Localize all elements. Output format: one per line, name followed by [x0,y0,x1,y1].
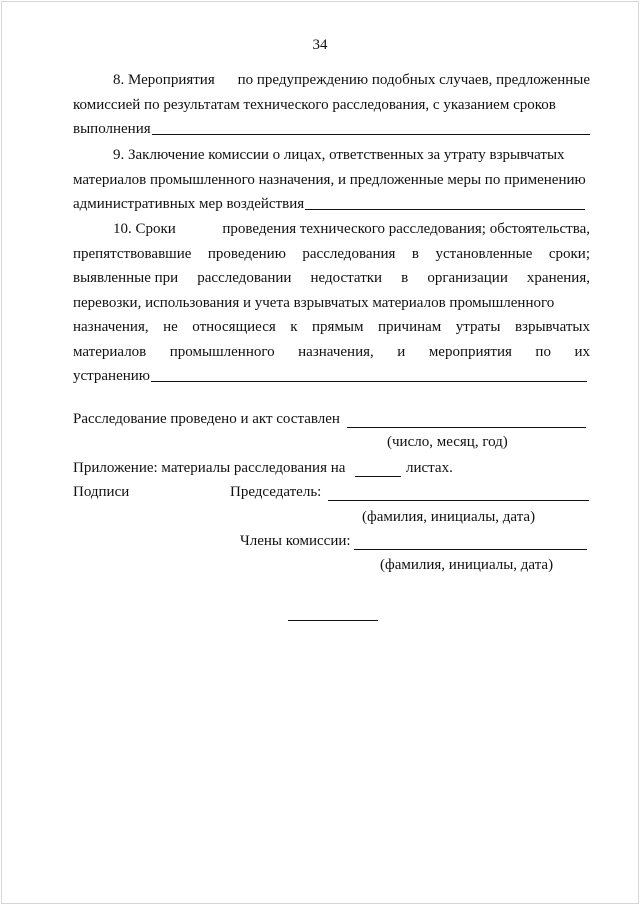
members-signature-line[interactable] [354,549,587,550]
text-line: назначения, не относящиеся к прямым причинам утраты взрывчатых [73,319,590,335]
act-date-hint: (число, месяц, год) [387,434,508,450]
sheet-count-field-line[interactable] [355,476,401,477]
item-10-paragraph [73,217,590,389]
text-line: перевозки, использования и учета взрывчатых материалов промышленного [73,294,555,311]
text-line: 9. Заключение комиссии о лицах, ответственных за утрату взрывчатых [113,147,565,163]
text-line: 8. Мероприятия по предупреждению подобных случаев, предложенные [113,72,590,88]
signatures-label: Подписи [73,484,130,500]
chairman-signature-line[interactable] [328,500,589,501]
item-9-paragraph [73,143,590,217]
text-line: выявленные при расследовании недостатки в организации хранения, [73,270,590,286]
end-rule [288,620,378,621]
blank-field-line[interactable] [305,192,585,210]
members-hint: (фамилия, инициалы, дата) [380,557,554,573]
text-line: комиссией по результатам технического расследования, с указанием сроков [73,96,556,113]
chairman-label: Председатель: [230,484,322,500]
chairman-hint: (фамилия, инициалы, дата) [362,509,536,525]
appendix-suffix: листах. [406,460,453,476]
act-label: Расследование проведено и акт составлен [73,411,340,427]
blank-field-line[interactable] [152,117,590,135]
text-line: материалов промышленного назначения, и предложенные меры по применению [73,171,586,188]
act-date-field-line[interactable] [347,427,586,428]
fill-line: административных мер воздействия [73,192,585,217]
text-line: 10. Сроки проведения технического расследования; обстоятельства, [113,221,590,237]
text-line: препятствовавшие проведению расследования в установленные сроки; [73,245,590,262]
members-label: Члены комиссии: [240,533,351,549]
fill-line: выполнения [73,117,590,142]
page-number: 34 [312,37,328,53]
blank-field-line[interactable] [151,364,587,382]
item-8-paragraph [73,68,590,142]
text-line: материалов промышленного назначения, и мероприятия по их [73,343,590,360]
fill-line: устранению [73,364,587,389]
appendix-prefix: Приложение: материалы расследования на [73,460,346,476]
